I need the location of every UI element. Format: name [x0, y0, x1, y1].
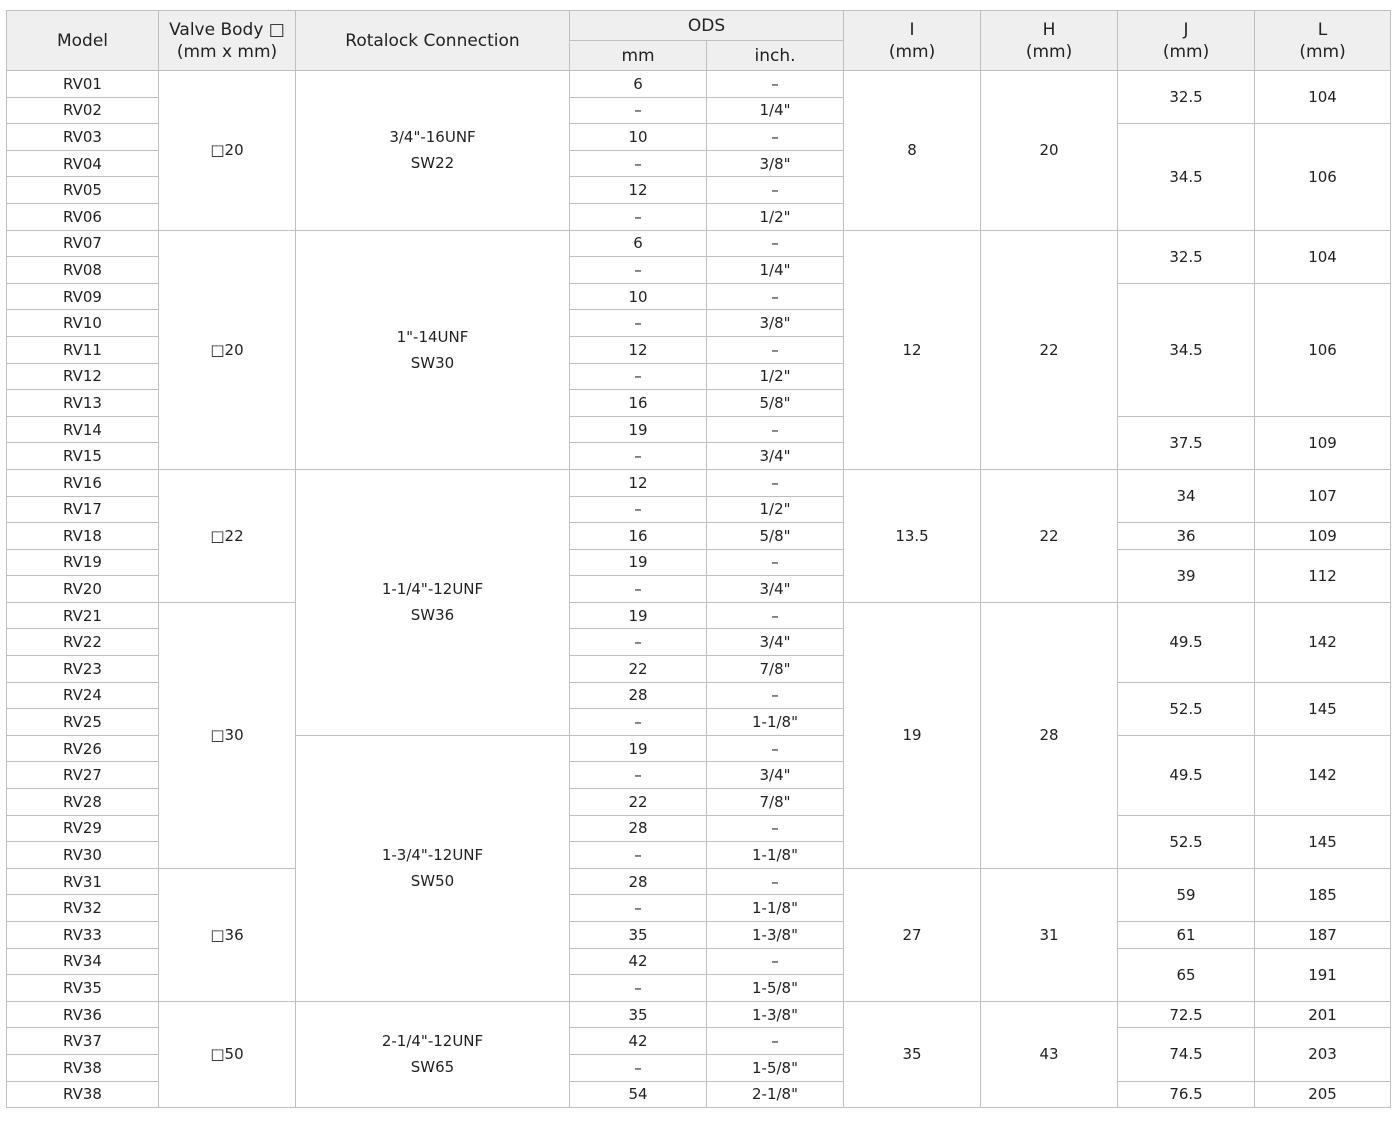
cell-ods-inch: 2-1/8" — [707, 1081, 844, 1108]
cell-model: RV37 — [7, 1028, 159, 1055]
header-h-title: H — [1042, 19, 1056, 40]
cell-l-mm: 109 — [1255, 523, 1391, 550]
cell-j-mm: 65 — [1118, 948, 1255, 1001]
cell-j-mm: 72.5 — [1118, 1001, 1255, 1028]
cell-rotalock — [296, 735, 570, 1001]
cell-ods-inch: – — [707, 948, 844, 975]
header-rotalock: Rotalock Connection — [296, 11, 570, 71]
cell-i-mm: 35 — [844, 1001, 981, 1107]
cell-model: RV31 — [7, 868, 159, 895]
cell-j-mm: 52.5 — [1118, 682, 1255, 735]
cell-model: RV17 — [7, 496, 159, 523]
cell-model: RV20 — [7, 576, 159, 603]
cell-rotalock — [296, 1001, 570, 1107]
cell-model: RV34 — [7, 948, 159, 975]
cell-l-mm: 142 — [1255, 735, 1391, 815]
cell-model: RV18 — [7, 523, 159, 550]
cell-ods-inch: – — [707, 416, 844, 443]
cell-ods-mm: – — [570, 842, 707, 869]
cell-l-mm: 109 — [1255, 416, 1391, 469]
header-ods-mm: mm — [570, 41, 707, 71]
cell-model: RV22 — [7, 629, 159, 656]
header-i-title: I — [909, 19, 915, 40]
cell-h-mm: 20 — [981, 71, 1118, 231]
cell-ods-inch: 3/4" — [707, 629, 844, 656]
cell-model: RV02 — [7, 97, 159, 124]
cell-ods-mm: – — [570, 443, 707, 470]
cell-h-mm: 28 — [981, 602, 1118, 868]
cell-ods-inch: 1-1/8" — [707, 709, 844, 736]
cell-ods-mm: – — [570, 1054, 707, 1081]
cell-ods-mm: – — [570, 576, 707, 603]
cell-ods-mm: – — [570, 709, 707, 736]
cell-model: RV23 — [7, 656, 159, 683]
cell-model: RV29 — [7, 815, 159, 842]
cell-i-mm: 8 — [844, 71, 981, 231]
cell-ods-mm: – — [570, 363, 707, 390]
cell-l-mm: 142 — [1255, 602, 1391, 682]
table-row — [7, 469, 1391, 496]
cell-ods-mm: 19 — [570, 549, 707, 576]
cell-ods-mm: – — [570, 310, 707, 337]
header-j — [1118, 11, 1255, 71]
cell-ods-inch: 1/4" — [707, 257, 844, 284]
cell-ods-inch: 1-3/8" — [707, 922, 844, 949]
cell-model: RV09 — [7, 283, 159, 310]
rotalock-thread: 1-3/4"-12UNF — [381, 846, 484, 865]
header-valve-body-title: Valve Body □ — [169, 19, 285, 40]
cell-model: RV32 — [7, 895, 159, 922]
cell-model: RV36 — [7, 1001, 159, 1028]
cell-l-mm: 145 — [1255, 682, 1391, 735]
cell-ods-mm: – — [570, 496, 707, 523]
cell-ods-mm: 22 — [570, 656, 707, 683]
cell-model: RV01 — [7, 71, 159, 98]
cell-h-mm: 22 — [981, 469, 1118, 602]
cell-model: RV13 — [7, 390, 159, 417]
cell-h-mm: 22 — [981, 230, 1118, 469]
cell-model: RV07 — [7, 230, 159, 257]
cell-ods-inch: – — [707, 682, 844, 709]
cell-model: RV38 — [7, 1054, 159, 1081]
cell-i-mm: 19 — [844, 602, 981, 868]
cell-j-mm: 32.5 — [1118, 230, 1255, 283]
cell-ods-mm: – — [570, 975, 707, 1002]
cell-j-mm: 49.5 — [1118, 735, 1255, 815]
cell-ods-inch: 5/8" — [707, 390, 844, 417]
valve-spec-table — [6, 10, 1391, 1108]
cell-ods-inch: – — [707, 469, 844, 496]
cell-ods-inch: 3/8" — [707, 150, 844, 177]
header-h — [981, 11, 1118, 71]
cell-i-mm: 12 — [844, 230, 981, 469]
cell-ods-mm: 16 — [570, 390, 707, 417]
header-model: Model — [7, 11, 159, 71]
cell-ods-inch: 3/4" — [707, 443, 844, 470]
cell-ods-mm: – — [570, 629, 707, 656]
table-row — [7, 230, 1391, 257]
header-j-title: J — [1183, 19, 1189, 40]
cell-ods-inch: 1/2" — [707, 203, 844, 230]
cell-ods-mm: 22 — [570, 789, 707, 816]
cell-j-mm: 49.5 — [1118, 602, 1255, 682]
header-j-unit: (mm) — [1162, 41, 1210, 62]
cell-valve-body: □36 — [159, 868, 296, 1001]
cell-valve-body: □50 — [159, 1001, 296, 1107]
cell-ods-inch: 7/8" — [707, 789, 844, 816]
cell-l-mm: 203 — [1255, 1028, 1391, 1081]
cell-ods-inch: – — [707, 1028, 844, 1055]
cell-ods-mm: 12 — [570, 336, 707, 363]
cell-j-mm: 59 — [1118, 868, 1255, 921]
cell-ods-inch: 3/4" — [707, 576, 844, 603]
cell-j-mm: 36 — [1118, 523, 1255, 550]
header-l — [1255, 11, 1391, 71]
cell-model: RV19 — [7, 549, 159, 576]
cell-ods-inch: – — [707, 549, 844, 576]
rotalock-wrench-size: SW65 — [410, 1058, 455, 1077]
cell-rotalock — [296, 469, 570, 735]
cell-valve-body: □20 — [159, 71, 296, 231]
cell-ods-mm: 12 — [570, 469, 707, 496]
table-row — [7, 1001, 1391, 1028]
header-h-unit: (mm) — [1025, 41, 1073, 62]
cell-l-mm: 201 — [1255, 1001, 1391, 1028]
cell-ods-mm: – — [570, 203, 707, 230]
cell-model: RV33 — [7, 922, 159, 949]
rotalock-wrench-size: SW50 — [410, 872, 455, 891]
cell-j-mm: 76.5 — [1118, 1081, 1255, 1108]
cell-ods-mm: 19 — [570, 602, 707, 629]
cell-j-mm: 61 — [1118, 922, 1255, 949]
cell-valve-body: □20 — [159, 230, 296, 469]
cell-ods-mm: 35 — [570, 1001, 707, 1028]
header-ods: ODS — [570, 11, 844, 41]
cell-i-mm: 27 — [844, 868, 981, 1001]
cell-ods-inch: – — [707, 868, 844, 895]
cell-ods-inch: – — [707, 230, 844, 257]
cell-ods-mm: 42 — [570, 948, 707, 975]
cell-ods-inch: 1-5/8" — [707, 1054, 844, 1081]
cell-ods-inch: 5/8" — [707, 523, 844, 550]
cell-j-mm: 52.5 — [1118, 815, 1255, 868]
cell-model: RV35 — [7, 975, 159, 1002]
cell-ods-mm: 6 — [570, 230, 707, 257]
cell-ods-inch: – — [707, 602, 844, 629]
cell-j-mm: 39 — [1118, 549, 1255, 602]
cell-model: RV03 — [7, 124, 159, 151]
cell-l-mm: 104 — [1255, 71, 1391, 124]
cell-ods-inch: 3/4" — [707, 762, 844, 789]
cell-l-mm: 107 — [1255, 469, 1391, 522]
cell-ods-mm: 28 — [570, 815, 707, 842]
cell-l-mm: 145 — [1255, 815, 1391, 868]
cell-ods-mm: 10 — [570, 124, 707, 151]
cell-j-mm: 74.5 — [1118, 1028, 1255, 1081]
header-ods-inch: inch. — [707, 41, 844, 71]
cell-h-mm: 31 — [981, 868, 1118, 1001]
cell-model: RV14 — [7, 416, 159, 443]
cell-ods-mm: – — [570, 762, 707, 789]
header-i — [844, 11, 981, 71]
cell-ods-mm: 10 — [570, 283, 707, 310]
cell-valve-body: □30 — [159, 602, 296, 868]
cell-ods-inch: – — [707, 177, 844, 204]
cell-model: RV38 — [7, 1081, 159, 1108]
header-l-unit: (mm) — [1299, 41, 1346, 62]
cell-ods-mm: – — [570, 97, 707, 124]
cell-ods-mm: 19 — [570, 416, 707, 443]
cell-model: RV12 — [7, 363, 159, 390]
cell-ods-inch: 7/8" — [707, 656, 844, 683]
cell-ods-mm: 12 — [570, 177, 707, 204]
rotalock-wrench-size: SW22 — [410, 154, 455, 173]
cell-ods-mm: – — [570, 895, 707, 922]
cell-ods-inch: 1/2" — [707, 363, 844, 390]
cell-ods-inch: 3/8" — [707, 310, 844, 337]
cell-model: RV30 — [7, 842, 159, 869]
cell-l-mm: 106 — [1255, 124, 1391, 230]
table-row — [7, 71, 1391, 98]
cell-ods-mm: 19 — [570, 735, 707, 762]
header-i-unit: (mm) — [888, 41, 936, 62]
cell-model: RV21 — [7, 602, 159, 629]
header-valve-body-unit: (mm x mm) — [176, 41, 278, 62]
cell-ods-inch: 1-5/8" — [707, 975, 844, 1002]
table-row — [7, 868, 1391, 895]
table-header — [7, 11, 1391, 71]
cell-ods-inch: 1/2" — [707, 496, 844, 523]
cell-i-mm: 13.5 — [844, 469, 981, 602]
header-l-title: L — [1317, 19, 1328, 40]
cell-model: RV26 — [7, 735, 159, 762]
cell-j-mm: 34 — [1118, 469, 1255, 522]
rotalock-wrench-size: SW30 — [410, 353, 455, 372]
cell-model: RV06 — [7, 203, 159, 230]
cell-model: RV11 — [7, 336, 159, 363]
cell-ods-inch: 1-3/8" — [707, 1001, 844, 1028]
cell-ods-mm: 28 — [570, 868, 707, 895]
cell-j-mm: 34.5 — [1118, 283, 1255, 416]
cell-rotalock — [296, 71, 570, 231]
cell-model: RV16 — [7, 469, 159, 496]
rotalock-thread: 1-1/4"-12UNF — [381, 580, 484, 599]
cell-ods-inch: – — [707, 71, 844, 98]
table-body — [7, 71, 1391, 1108]
cell-ods-mm: – — [570, 257, 707, 284]
cell-ods-mm: 35 — [570, 922, 707, 949]
cell-j-mm: 34.5 — [1118, 124, 1255, 230]
cell-valve-body: □22 — [159, 469, 296, 602]
cell-l-mm: 106 — [1255, 283, 1391, 416]
rotalock-wrench-size: SW36 — [410, 606, 455, 625]
cell-l-mm: 191 — [1255, 948, 1391, 1001]
rotalock-thread: 3/4"-16UNF — [389, 128, 476, 147]
cell-l-mm: 104 — [1255, 230, 1391, 283]
cell-h-mm: 43 — [981, 1001, 1118, 1107]
rotalock-thread: 2-1/4"-12UNF — [381, 1032, 484, 1051]
table-row — [7, 602, 1391, 629]
cell-rotalock — [296, 230, 570, 469]
cell-ods-inch: 1-1/8" — [707, 842, 844, 869]
cell-ods-inch: – — [707, 124, 844, 151]
cell-ods-mm: 28 — [570, 682, 707, 709]
cell-j-mm: 32.5 — [1118, 71, 1255, 124]
cell-ods-inch: 1/4" — [707, 97, 844, 124]
header-valve-body — [159, 11, 296, 71]
rotalock-thread: 1"-14UNF — [396, 327, 469, 346]
cell-ods-inch: – — [707, 815, 844, 842]
cell-ods-inch: – — [707, 283, 844, 310]
cell-l-mm: 185 — [1255, 868, 1391, 921]
cell-model: RV10 — [7, 310, 159, 337]
cell-model: RV28 — [7, 789, 159, 816]
cell-ods-mm: 6 — [570, 71, 707, 98]
cell-model: RV25 — [7, 709, 159, 736]
cell-ods-mm: 16 — [570, 523, 707, 550]
cell-model: RV05 — [7, 177, 159, 204]
cell-l-mm: 112 — [1255, 549, 1391, 602]
cell-ods-inch: – — [707, 336, 844, 363]
cell-model: RV27 — [7, 762, 159, 789]
cell-ods-inch: – — [707, 735, 844, 762]
cell-ods-mm: 54 — [570, 1081, 707, 1108]
cell-l-mm: 205 — [1255, 1081, 1391, 1108]
cell-model: RV15 — [7, 443, 159, 470]
cell-j-mm: 37.5 — [1118, 416, 1255, 469]
cell-ods-mm: 42 — [570, 1028, 707, 1055]
cell-ods-mm: – — [570, 150, 707, 177]
cell-ods-inch: 1-1/8" — [707, 895, 844, 922]
cell-model: RV04 — [7, 150, 159, 177]
cell-model: RV24 — [7, 682, 159, 709]
cell-l-mm: 187 — [1255, 922, 1391, 949]
cell-model: RV08 — [7, 257, 159, 284]
